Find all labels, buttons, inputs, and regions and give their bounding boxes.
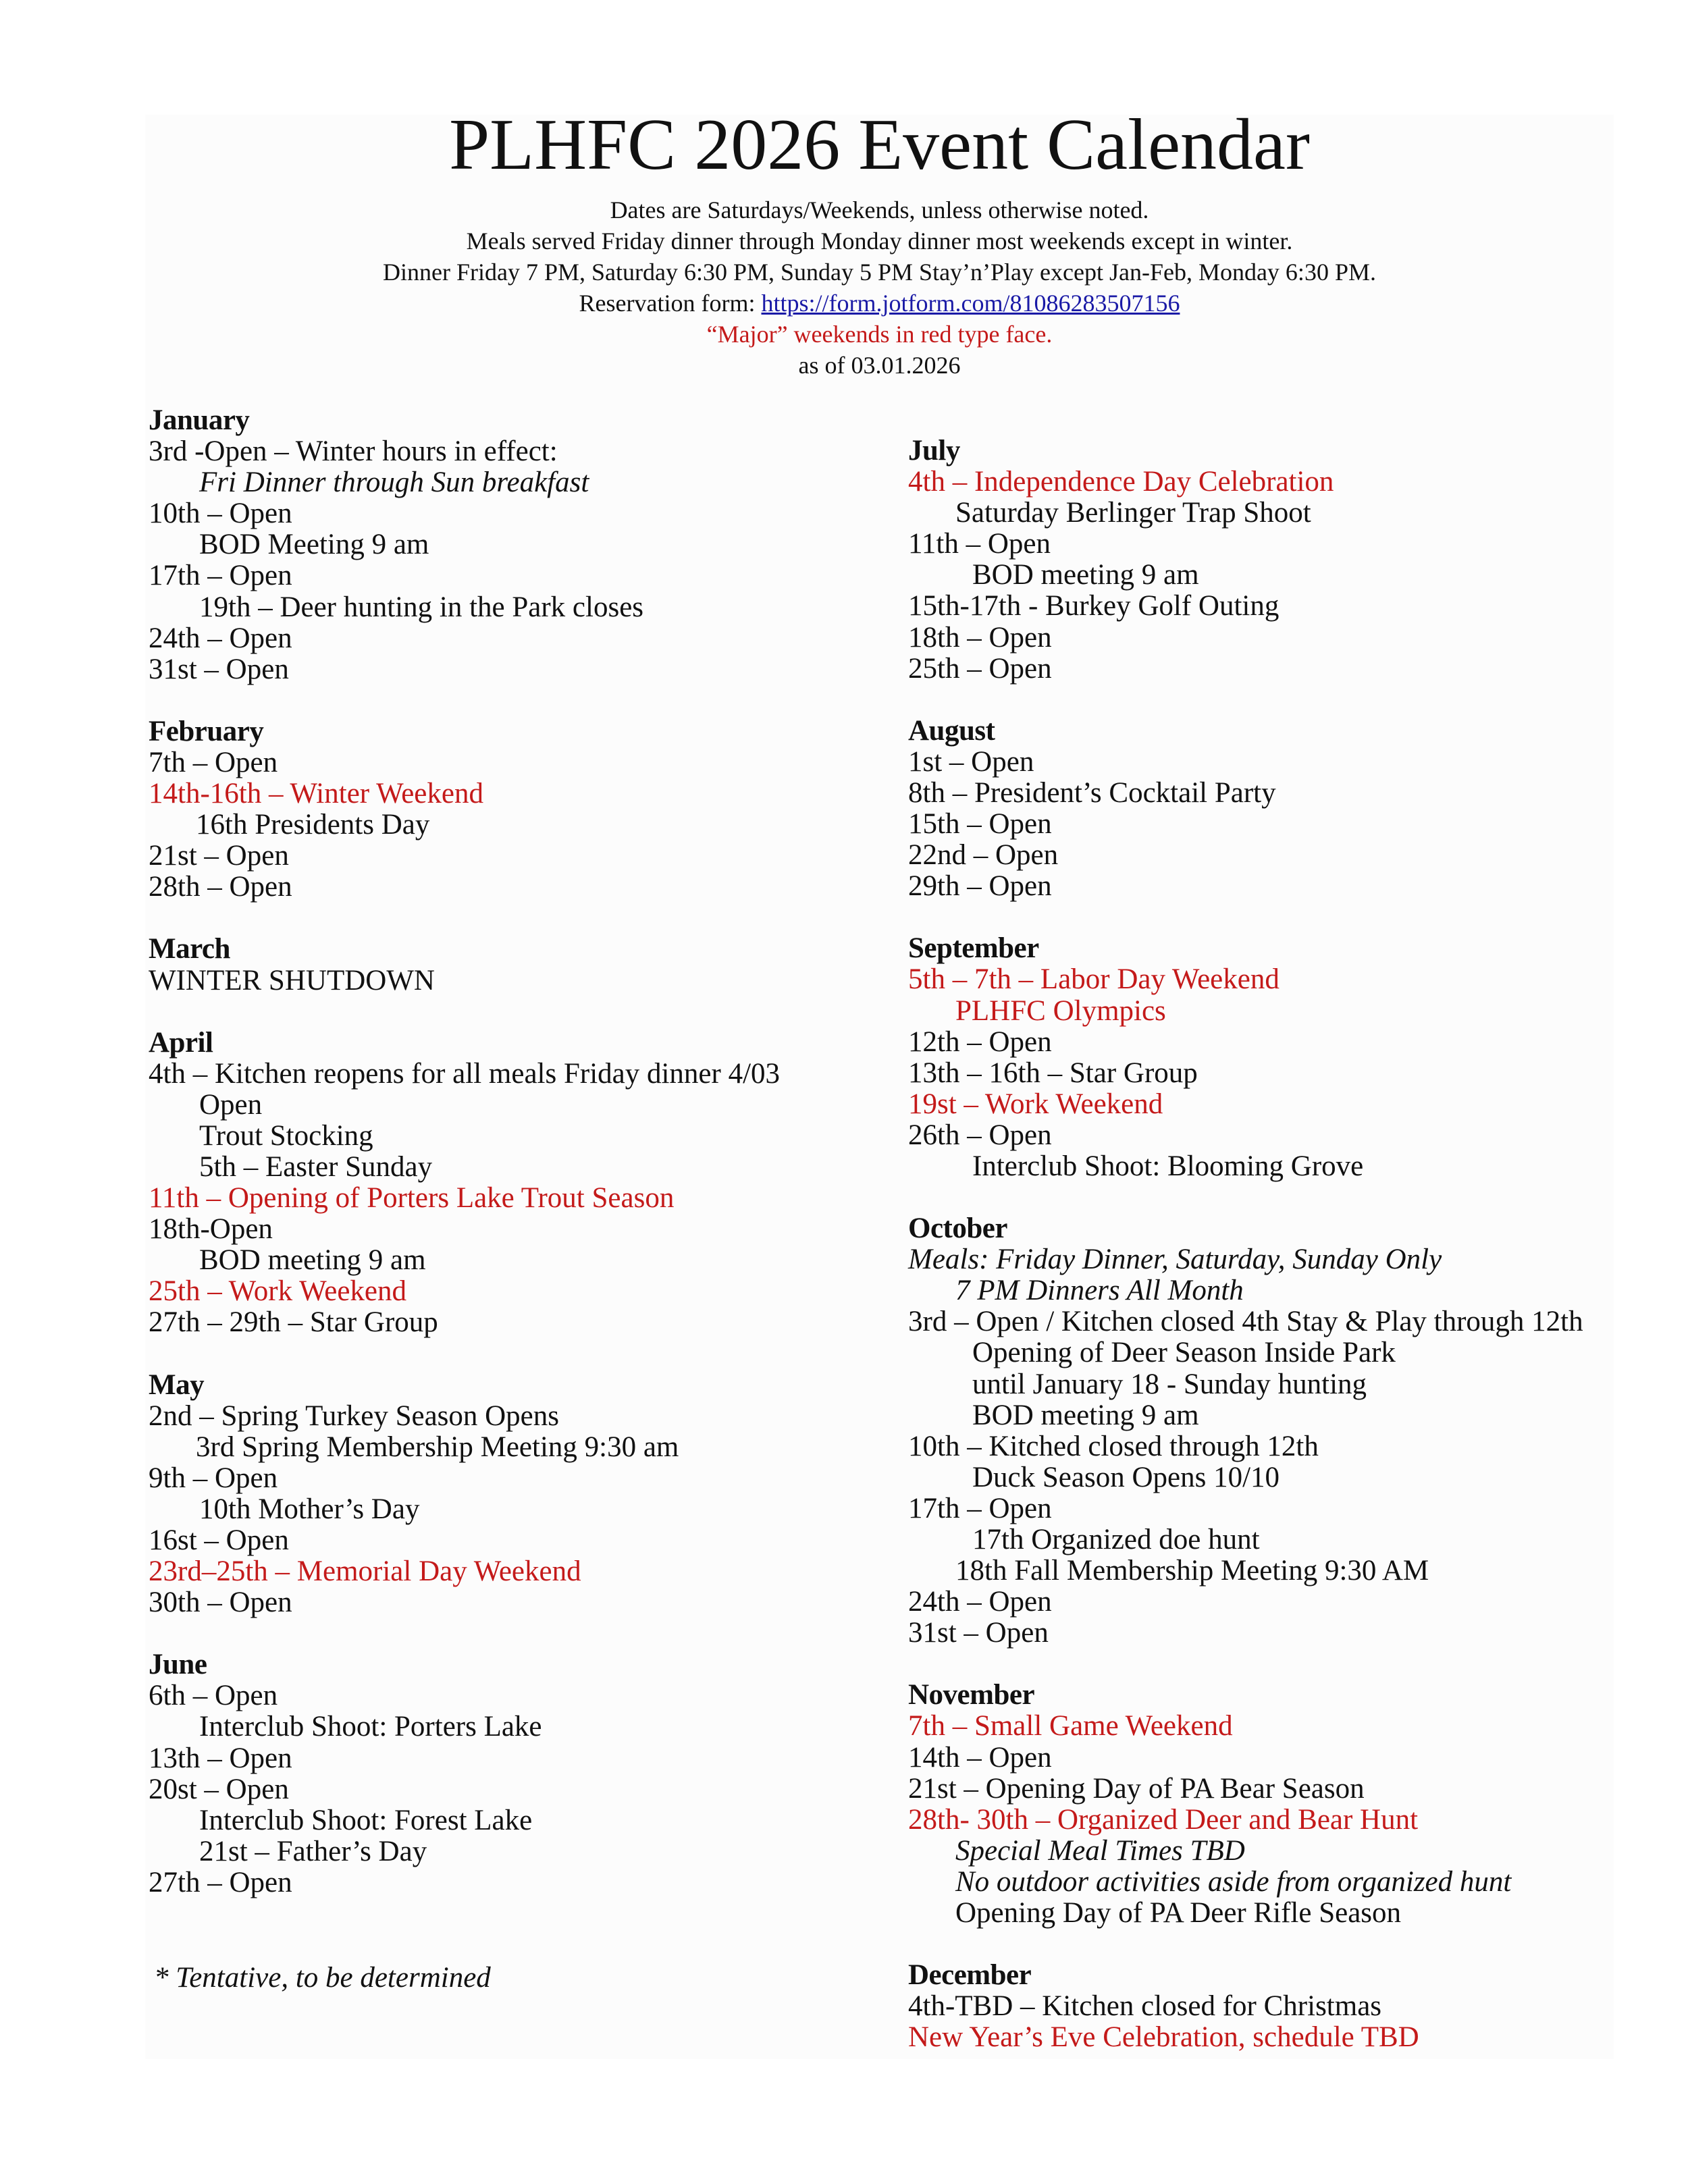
- month-heading: May: [149, 1368, 205, 1401]
- event-note: Duck Season Opens 10/10: [972, 1461, 1280, 1493]
- header-as-of-date: as of 03.01.2026: [798, 352, 961, 379]
- event-line: 26th – Open: [908, 1119, 1052, 1151]
- event-line: 13th – Open: [149, 1742, 292, 1774]
- event-note: Meals: Friday Dinner, Saturday, Sunday Only: [908, 1244, 1442, 1276]
- month-heading: January: [149, 404, 250, 436]
- event-line: 8th – President’s Cocktail Party: [908, 776, 1276, 809]
- month-heading: November: [908, 1679, 1035, 1711]
- event-line: 4th – Kitchen reopens for all meals Friday dinner 4/03: [149, 1057, 781, 1090]
- right-column: [908, 435, 1651, 2084]
- header-note-meals: Meals served Friday dinner through Monday dinner most weekends except in winter.: [466, 228, 1293, 255]
- major-event-line: 7th – Small Game Weekend: [908, 1710, 1233, 1742]
- event-line: 27th – 29th – Star Group: [149, 1306, 438, 1339]
- month-september: [908, 933, 1651, 1182]
- event-line: 2nd – Spring Turkey Season Opens: [149, 1400, 560, 1432]
- month-march: [149, 934, 864, 996]
- calendar-header: [145, 101, 1614, 381]
- event-note: 17th Organized doe hunt: [972, 1524, 1260, 1555]
- event-line: 21st – Opening Day of PA Bear Season: [908, 1772, 1365, 1805]
- month-october: [908, 1213, 1651, 1649]
- event-note: No outdoor activities aside from organized hunt: [955, 1865, 1512, 1898]
- month-heading: December: [908, 1959, 1032, 1992]
- event-note: Trout Stocking: [199, 1119, 373, 1152]
- event-line: 21st – Open: [149, 840, 289, 872]
- month-december: [908, 1960, 1651, 2053]
- month-heading: April: [149, 1026, 213, 1059]
- event-note: 16th Presidents Day: [196, 809, 430, 841]
- event-note: Saturday Berlinger Trap Shoot: [955, 497, 1311, 529]
- event-line: 24th – Open: [149, 622, 292, 654]
- month-may: [149, 1370, 864, 1619]
- month-june: [149, 1649, 864, 1898]
- major-event-note: PLHFC Olympics: [955, 994, 1166, 1027]
- major-event-line: 14th-16th – Winter Weekend: [149, 778, 483, 810]
- event-line: 1st – Open: [908, 745, 1034, 778]
- event-line: 7th – Open: [149, 746, 278, 778]
- event-line: 31st – Open: [149, 653, 289, 685]
- month-august: [908, 716, 1651, 903]
- event-note: 3rd Spring Membership Meeting 9:30 am: [196, 1431, 679, 1463]
- event-line: 14th – Open: [908, 1741, 1052, 1774]
- event-line: 3rd -Open – Winter hours in effect:: [149, 435, 558, 468]
- major-event-line: New Year’s Eve Celebration, schedule TBD: [908, 2021, 1419, 2054]
- event-line: 22nd – Open: [908, 839, 1059, 872]
- event-line: 17th – Open: [908, 1492, 1052, 1524]
- event-line: 29th – Open: [908, 870, 1052, 903]
- event-line: 13th – 16th – Star Group: [908, 1057, 1198, 1089]
- left-column: [149, 405, 864, 1929]
- reservation-label: Reservation form:: [579, 290, 762, 317]
- event-line: 3rd – Open / Kitchen closed 4th Stay & Play through 12th: [908, 1306, 1583, 1338]
- month-heading: March: [149, 933, 230, 965]
- page-title: PLHFC 2026 Event Calendar: [449, 105, 1310, 185]
- event-note: Interclub Shoot: Blooming Grove: [972, 1150, 1364, 1182]
- event-note: 5th – Easter Sunday: [199, 1150, 433, 1183]
- header-major-note: “Major” weekends in red type face.: [706, 321, 1053, 348]
- event-line: 18th – Open: [908, 621, 1052, 654]
- month-heading: August: [908, 714, 995, 747]
- major-event-line: 5th – 7th – Labor Day Weekend: [908, 963, 1280, 996]
- event-note: Opening of Deer Season Inside Park: [972, 1337, 1396, 1369]
- month-january: [149, 405, 864, 685]
- event-line: 10th – Open: [149, 498, 292, 530]
- event-note: Opening Day of PA Deer Rifle Season: [955, 1897, 1402, 1929]
- event-note: 19th – Deer hunting in the Park closes: [199, 591, 644, 623]
- major-event-line: 19st – Work Weekend: [908, 1088, 1163, 1120]
- event-note: BOD meeting 9 am: [972, 1399, 1199, 1431]
- event-note: BOD meeting 9 am: [199, 1244, 426, 1277]
- reservation-form-link[interactable]: https://form.jotform.com/81086283507156: [761, 290, 1180, 317]
- event-line: 10th – Kitched closed through 12th: [908, 1430, 1319, 1462]
- header-note-dates: Dates are Saturdays/Weekends, unless otherwise noted.: [610, 196, 1149, 223]
- event-note: 21st – Father’s Day: [199, 1835, 427, 1867]
- event-line: 12th – Open: [908, 1026, 1052, 1058]
- event-line: 11th – Open: [908, 528, 1051, 560]
- event-line: 4th-TBD – Kitchen closed for Christmas: [908, 1990, 1382, 2023]
- event-line: 30th – Open: [149, 1587, 292, 1619]
- major-event-line: 23rd–25th – Memorial Day Weekend: [149, 1555, 581, 1588]
- header-note-dinner-times: Dinner Friday 7 PM, Saturday 6:30 PM, Sunday 5 PM Stay’n’Play except Jan-Feb, Monday 6:30 PM.: [383, 259, 1376, 286]
- month-july: [908, 435, 1651, 685]
- event-note: Special Meal Times TBD: [955, 1834, 1245, 1867]
- event-note: Open: [199, 1088, 263, 1121]
- event-line: 25th – Open: [908, 652, 1052, 685]
- major-event-line: 25th – Work Weekend: [149, 1275, 407, 1308]
- event-note: Fri Dinner through Sun breakfast: [199, 467, 589, 499]
- event-note: 18th Fall Membership Meeting 9:30 AM: [955, 1555, 1429, 1587]
- event-line: 18th-Open: [149, 1213, 273, 1246]
- event-line: 15th – Open: [908, 808, 1052, 841]
- major-event-line: 28th- 30th – Organized Deer and Bear Hunt: [908, 1803, 1419, 1836]
- event-line: 6th – Open: [149, 1680, 278, 1712]
- month-heading: February: [149, 715, 264, 747]
- event-note: BOD meeting 9 am: [972, 559, 1199, 591]
- event-line: 15th-17th - Burkey Golf Outing: [908, 590, 1280, 622]
- event-line: 9th – Open: [149, 1462, 278, 1494]
- event-note: 7 PM Dinners All Month: [955, 1275, 1244, 1307]
- tentative-footnote: * Tentative, to be determined: [154, 1962, 491, 1994]
- major-event-line: 4th – Independence Day Celebration: [908, 466, 1334, 498]
- event-line: 16st – Open: [149, 1524, 289, 1556]
- event-line: 17th – Open: [149, 560, 292, 592]
- event-note: until January 18 - Sunday hunting: [972, 1368, 1367, 1400]
- event-line: 31st – Open: [908, 1617, 1049, 1649]
- event-line: 28th – Open: [149, 871, 292, 903]
- month-heading: October: [908, 1213, 1007, 1245]
- month-february: [149, 716, 864, 903]
- month-november: [908, 1680, 1651, 1929]
- event-line: 27th – Open: [149, 1866, 292, 1898]
- event-line: 24th – Open: [908, 1586, 1052, 1618]
- event-line: WINTER SHUTDOWN: [149, 964, 435, 996]
- month-heading: June: [149, 1649, 207, 1681]
- header-reservation: [145, 288, 1614, 319]
- month-april: [149, 1028, 864, 1339]
- event-note: Interclub Shoot: Porters Lake: [199, 1711, 542, 1743]
- major-event-line: 11th – Opening of Porters Lake Trout Season: [149, 1182, 675, 1215]
- month-heading: July: [908, 435, 960, 467]
- month-heading: September: [908, 932, 1039, 965]
- event-line: 20st – Open: [149, 1773, 289, 1805]
- event-note: Interclub Shoot: Forest Lake: [199, 1804, 533, 1836]
- event-note: BOD Meeting 9 am: [199, 529, 429, 561]
- event-note: 10th Mother’s Day: [199, 1493, 420, 1525]
